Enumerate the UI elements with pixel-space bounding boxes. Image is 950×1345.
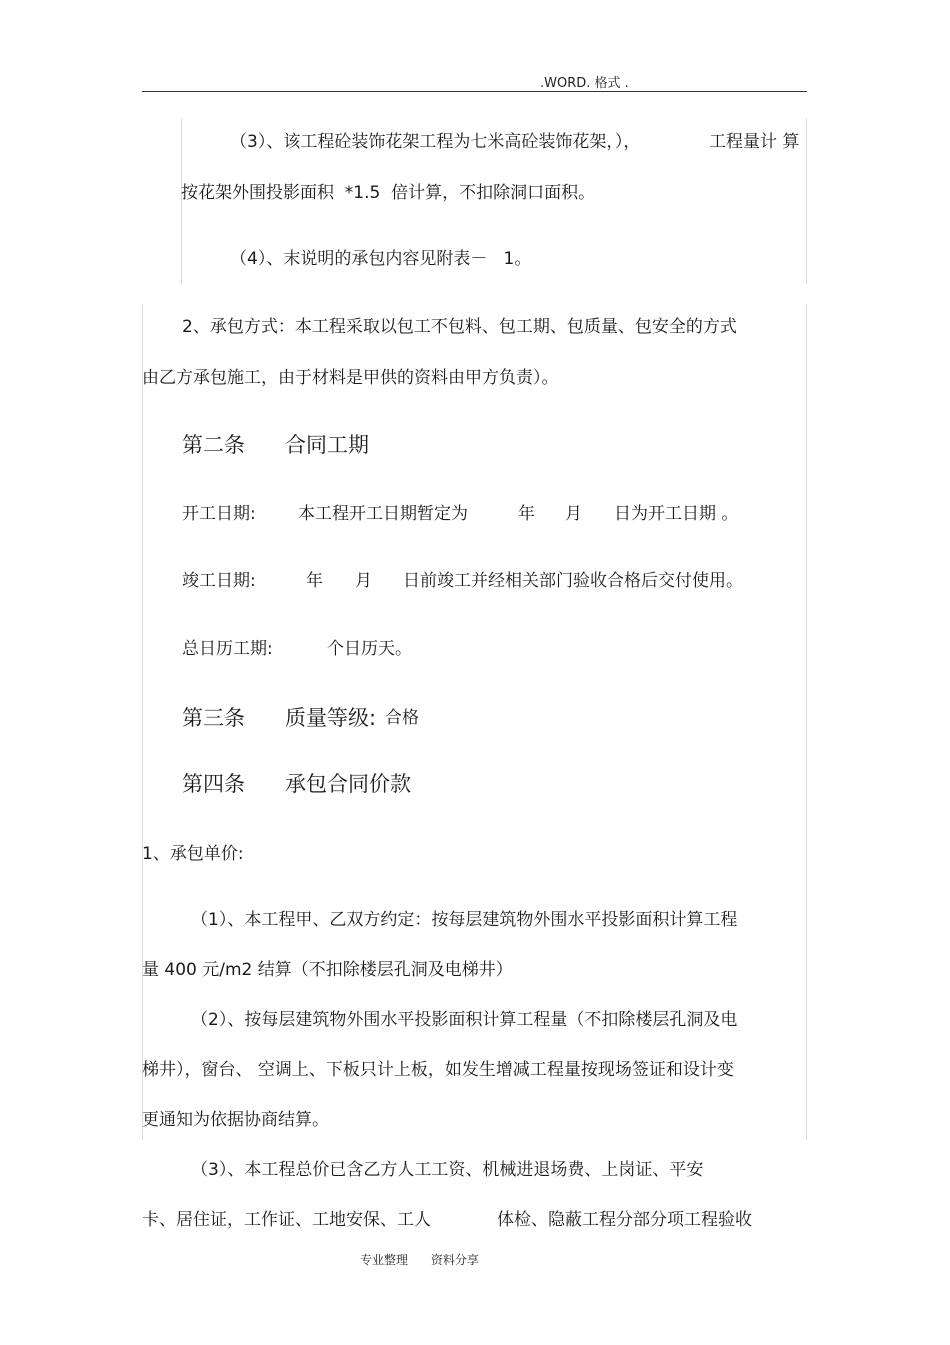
start-date-year: 年 [518,504,535,524]
total-duration-tail: 个日历天。 [327,639,412,659]
page-footer-text: 专业整理 资料分享 [360,1253,479,1267]
quality-grade-value: 合格 [385,708,419,728]
border-line-right-1 [806,118,807,284]
clause-3-line-2: 按花架外围投影面积 *1.5 倍计算，不扣除洞口面积。 [181,183,596,203]
total-duration-label: 总日历工期: [182,639,273,659]
finish-date-tail: 日前竣工并经相关部门验收合格后交付使用。 [403,571,743,591]
clause-3-line-1b: 工程量计 算 [709,132,800,152]
contract-method-line-1: 2、承包方式：本工程采取以包工不包料、包工期、包质量、包安全的方式 [182,317,737,337]
unit-price-subtitle: 1、承包单价: [142,844,244,864]
price-clause-3-line-2a: 卡、居住证，工作证、工地安保、工人 [142,1210,431,1230]
start-date-tail: 日为开工日期 。 [614,504,739,524]
header-rule [142,91,807,92]
price-clause-2-line-3: 更通知为依据协商结算。 [142,1110,329,1130]
price-clause-3-line-1: （3）、本工程总价已含乙方人工工资、机械进退场费、上岗证、平安 [191,1160,704,1180]
contract-method-line-2: 由乙方承包施工，由于材料是甲供的资料由甲方负责）。 [142,368,559,388]
article-2-title: 第二条 合同工期 [182,433,370,457]
price-clause-3-line-2b: 体检、隐蔽工程分部分项工程验收 [497,1210,752,1230]
page-header-text: .WORD. 格式 . [540,76,629,91]
finish-date-year: 年 [306,571,323,591]
clause-3-line-1a: （3）、该工程砼装饰花架工程为七米高砼装饰花架，）， [230,132,641,152]
finish-date-month: 月 [355,571,372,591]
finish-date-label: 竣工日期: [182,571,256,591]
border-line-left-2 [142,304,143,1140]
price-clause-2-line-1: （2）、按每层建筑物外围水平投影面积计算工程量（不扣除楼层孔洞及电 [191,1010,738,1030]
article-4-title: 第四条 承包合同价款 [182,772,412,796]
article-3-title: 第三条 质量等级: [182,706,377,730]
price-clause-2-line-2: 梯井），窗台、 空调上、下板只计上板，如发生增减工程量按现场签证和设计变 [142,1060,734,1080]
start-date-month: 月 [565,504,582,524]
border-line-right-2 [806,304,807,1140]
clause-4-line: （4）、末说明的承包内容见附表－ 1。 [230,249,532,269]
price-clause-1-line-2: 量 400 元/m2 结算（不扣除楼层孔洞及电梯井） [142,960,513,980]
price-clause-1-line-1: （1）、本工程甲、乙双方约定：按每层建筑物外围水平投影面积计算工程 [191,910,738,930]
start-date-text: 本工程开工日期暂定为 [298,504,468,524]
start-date-label: 开工日期: [182,504,256,524]
